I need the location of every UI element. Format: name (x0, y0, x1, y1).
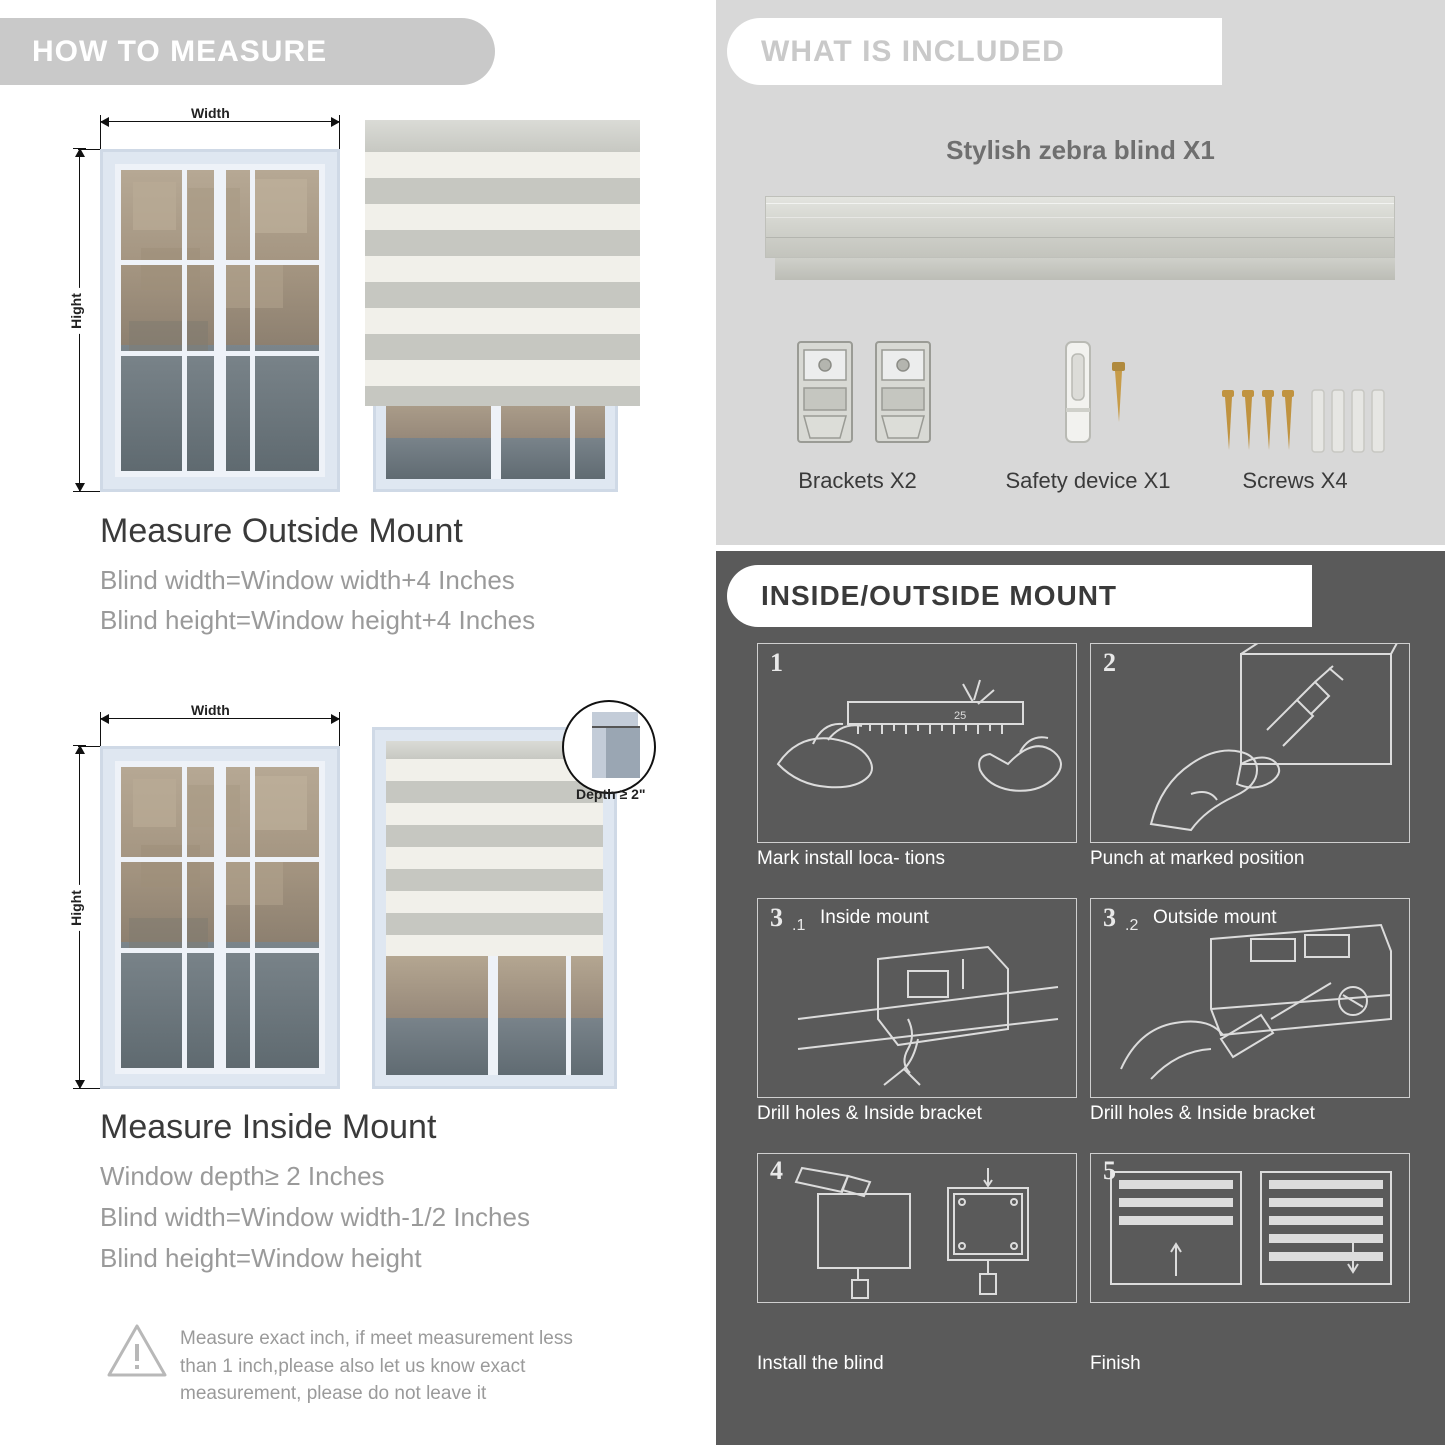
step-sub-3-1: .1 (792, 917, 806, 934)
guide-line (339, 718, 340, 746)
screw-icon (1108, 360, 1130, 426)
zebra-blind-headrail-image (765, 196, 1395, 258)
step-number-5: 5 (1103, 1156, 1116, 1185)
outside-height-dimension (67, 148, 90, 492)
wall-anchor-icon (1308, 388, 1388, 458)
step-box-2 (1090, 643, 1410, 843)
step-number-1: 1 (770, 648, 783, 677)
outside-mount-heading: Measure Outside Mount (100, 512, 463, 550)
step-inline-label-3-1: Inside mount (820, 907, 929, 928)
step-box-1 (757, 643, 1077, 843)
window-behind-blind-inside (386, 956, 603, 1075)
inside-height-label: Hight (68, 885, 84, 931)
guide-line (100, 121, 101, 149)
step-box-3-1 (757, 898, 1077, 1098)
inside-width-dimension (100, 702, 340, 729)
step-box-5 (1090, 1153, 1410, 1303)
step-caption-3-2: Drill holes & Inside bracket (1090, 1103, 1315, 1124)
depth-label: Depth ≥ 2" (576, 786, 646, 802)
step-caption-4: Install the blind (757, 1353, 884, 1374)
outside-mount-line-1: Blind width=Window width+4 Inches (100, 565, 515, 595)
step-box-4 (757, 1153, 1077, 1303)
window-glass (115, 164, 325, 477)
step-caption-3-1: Drill holes & Inside bracket (757, 1103, 982, 1124)
part-label-brackets: Brackets X2 (798, 468, 917, 493)
window-glass (115, 761, 325, 1074)
whats-included-title: WHAT IS INCLUDED (727, 18, 1222, 85)
zebra-fabric (365, 152, 640, 406)
step-inline-label-3-2: Outside mount (1153, 907, 1277, 928)
outside-mount-line-2: Blind height=Window height+4 Inches (100, 605, 536, 635)
step-number-3-1: 3 (770, 903, 783, 932)
inside-height-dimension (67, 745, 90, 1089)
blind-illustration-outside (365, 120, 640, 492)
zebra-blind-bottom-rail (775, 258, 1395, 280)
main-item-label: Stylish zebra blind X1 (946, 135, 1215, 165)
step-sub-3-2: .2 (1125, 917, 1139, 934)
part-label-screws: Screws X4 (1242, 468, 1348, 493)
step-caption-5: Finish (1090, 1353, 1141, 1374)
measure-note: Measure exact inch, if meet measurement less than 1 inch,please also let us know exact measurement, please do not leave it (180, 1328, 573, 1405)
outside-height-label: Hight (68, 288, 84, 334)
inside-mount-heading: Measure Inside Mount (100, 1108, 437, 1146)
how-to-measure-title: HOW TO MEASURE (0, 18, 495, 85)
inside-width-label: Width (186, 702, 235, 718)
window-illustration-inside (100, 746, 340, 1089)
mount-title: INSIDE/OUTSIDE MOUNT (727, 565, 1312, 627)
bracket-icon (790, 338, 860, 446)
inside-mount-line-3: Blind height=Window height (100, 1243, 422, 1273)
screw-icon (1218, 388, 1298, 458)
blind-headrail (365, 120, 640, 152)
outside-width-dimension (100, 105, 340, 132)
svg-text:25: 25 (954, 710, 967, 722)
step-caption-1: Mark install loca- tions (757, 848, 945, 869)
part-label-safety-device: Safety device X1 (1005, 468, 1171, 493)
outside-width-label: Width (186, 105, 235, 121)
step-caption-2: Punch at marked position (1090, 848, 1305, 869)
guide-line (339, 121, 340, 149)
depth-callout (562, 700, 656, 794)
guide-line (100, 718, 101, 746)
step-number-2: 2 (1103, 648, 1116, 677)
step-number-3-2: 3 (1103, 903, 1116, 932)
inside-mount-line-2: Blind width=Window width-1/2 Inches (100, 1202, 530, 1232)
inside-mount-line-1: Window depth≥ 2 Inches (100, 1161, 385, 1191)
step-number-4: 4 (770, 1156, 783, 1185)
how-to-measure-panel (0, 0, 706, 1445)
bracket-icon (868, 338, 938, 446)
step-box-3-2 (1090, 898, 1410, 1098)
safety-device-icon (1058, 338, 1098, 446)
warning-triangle-icon (105, 1322, 169, 1380)
window-illustration-outside (100, 149, 340, 492)
